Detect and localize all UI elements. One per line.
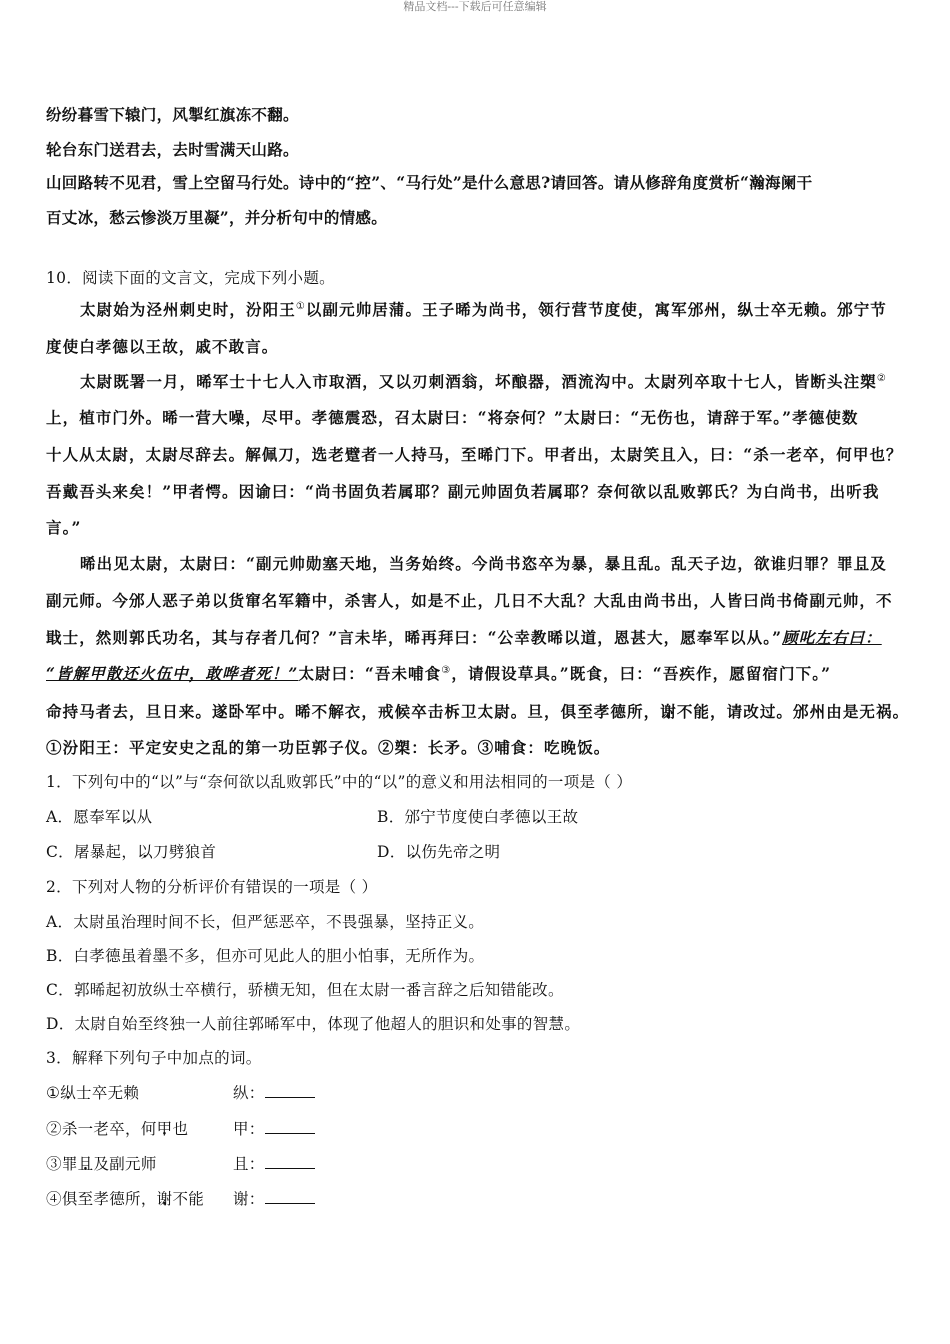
- dotted-char: 以: [530, 808, 547, 826]
- option-2a: A．太尉虽治理时间不长，但严惩恶卒，不畏强暴，坚持正义。: [46, 913, 485, 931]
- dotted-char: 纵: [737, 300, 755, 319]
- passage-notes: ①汾阳王：平定安史之乱的第一功臣郭子仪。②槊：长矛。③哺食：吃晚饭。: [46, 738, 611, 757]
- page-header: 精品文档---下载后可任意编辑: [403, 0, 547, 13]
- dotted-char: 且: [853, 554, 871, 573]
- passage-p2-line-1: 太尉既署一月，晞军士十七人入市取酒，又以刃刺酒翁，坏酿器，酒流沟中。太尉列卒取十七人，皆断头注槊②: [80, 372, 887, 391]
- item-3-3: ③罪且及副元师: [46, 1152, 157, 1174]
- dotted-char: 以: [137, 843, 153, 861]
- answer-blank: [265, 1119, 315, 1134]
- item-3-1: ①纵士卒无赖: [46, 1081, 139, 1103]
- sub-question-3: 3．解释下列句子中加点的词。: [46, 1049, 262, 1067]
- poem-line-1: 纷纷暮雪下辕门，风掣红旗冻不翻。: [46, 105, 299, 124]
- passage-p2-line-2: 上，植市门外。晞一营大噪，尽甲。孝德震恐，召太尉曰：“将奈何？”太尉曰：“无伤也，请辞于军。”孝德使数: [46, 408, 859, 427]
- passage-p3-line-3: 戢士，然则郭氏功名，其与存者几何？”言未毕，晞再拜曰：“公幸教晞以道，恩甚大，愿奉军以从。”顾叱左右曰：: [46, 628, 882, 647]
- option-2b: B．白孝德虽着墨不多，但亦可见此人的胆小怕事，无所作为。: [46, 947, 485, 965]
- dotted-char: 甲: [156, 1120, 173, 1138]
- underlined-sentence: “皆解甲散还火伍中，敢哗者死！”: [46, 664, 299, 683]
- item-3-2: ②杀一老卒，何甲也: [46, 1117, 188, 1139]
- dotted-char: 甲: [852, 445, 870, 464]
- answer-blank: [265, 1189, 315, 1204]
- dotted-char: 且: [77, 1155, 94, 1173]
- passage-p3-line-2: 副元师。今邠人恶子弟以货窜名军籍中，杀害人，如是不止，几日不大乱？大乱由尚书出，人皆曰尚书倚副元帅，不: [46, 591, 893, 610]
- answer-3-4[interactable]: 谢：: [233, 1187, 315, 1209]
- passage-p3-line-5: 命持马者去，旦日来。遂卧军中。晞不解衣，戒候卒击柝卫太尉。旦，俱至孝德所，谢不能，请改过。邠州由是无祸。: [46, 702, 910, 721]
- poem-line-2: 轮台东门送君去，去时雪满天山路。: [46, 140, 299, 159]
- answer-3-3[interactable]: 且：: [233, 1152, 315, 1174]
- passage-p3-line-4: “皆解甲散还火伍中，敢哗者死！”太尉曰：“吾未哺食③，请假设草具。”既食，曰：“吾疾作，愿留宿门下。”: [46, 664, 832, 683]
- sub-question-2: 2．下列对人物的分析评价有错误的一项是（ ）: [46, 878, 378, 896]
- answer-3-2[interactable]: 甲：: [233, 1117, 315, 1139]
- item-3-4: ④俱至孝德所，谢不能: [46, 1187, 204, 1209]
- question-10-title: 10．阅读下面的文言文，完成下列小题。: [46, 269, 335, 287]
- sub-question-1: 1．下列句中的“以”与“奈何欲以乱败郭氏”中的“以”的意义和用法相同的一项是（ ）: [46, 773, 633, 791]
- underlined-sentence: 顾叱左右曰：: [782, 628, 882, 647]
- dotted-char: 谢: [156, 1190, 173, 1208]
- passage-p2-line-5: 言。”: [46, 518, 82, 537]
- passage-p1-line-2: 度使白孝德以王故，戚不敢言。: [46, 337, 279, 356]
- answer-blank: [265, 1083, 315, 1098]
- passage-p1-line-1: 太尉始为泾州刺史时，汾阳王①以副元帅居蒲。王子晞为尚书，领行营节度使，寓军邠州，纵士卒无赖。邠宁节: [80, 300, 887, 319]
- passage-p2-line-4: 吾戴吾头来矣！”甲者愕。因谕曰：“尚书固负若属耶？副元帅固负若属耶？奈何欲以乱败郭氏？为白尚书，出听我: [46, 482, 880, 501]
- option-1c: C．屠暴起，以刀劈狼首: [46, 840, 216, 862]
- dotted-char: 以: [120, 808, 137, 826]
- option-2d: D．太尉自始至终独一人前往郭晞军中，体现了他超人的胆识和处事的智慧。: [46, 1015, 581, 1033]
- answer-blank: [265, 1154, 315, 1169]
- option-1d: D．以伤先帝之明: [377, 840, 500, 862]
- dotted-char: 谢: [660, 702, 677, 721]
- passage-p3-line-1: 晞出见太尉，太尉曰：“副元帅勋塞天地，当务始终。今尚书恣卒为暴，暴且乱。乱天子边，欲谁归罪？罪且及: [80, 554, 887, 573]
- answer-3-1[interactable]: 纵：: [233, 1081, 315, 1103]
- dotted-char: 以: [405, 843, 422, 861]
- option-2c: C．郭晞起初放纵士卒横行，骄横无知，但在太尉一番言辞之后知错能改。: [46, 981, 564, 999]
- poem-line-4: 百丈冰，愁云惨淡万里凝”，并分析句中的情感。: [46, 208, 388, 227]
- option-1a: A．愿奉军以从: [46, 805, 152, 827]
- poem-line-3: 山回路转不见君，雪上空留马行处。诗中的“控”、“马行处”是什么意思?请回答。请从修辞角度赏析“瀚海阑干: [46, 173, 813, 192]
- dotted-char: 纵: [60, 1084, 77, 1102]
- option-1b: B．邠宁节度使白孝德以王故: [377, 805, 578, 827]
- passage-p2-line-3: 十人从太尉，太尉尽辞去。解佩刀，选老躄者一人持马，至晞门下。甲者出，太尉笑且入，曰：“杀一老卒，何甲也？: [46, 445, 903, 464]
